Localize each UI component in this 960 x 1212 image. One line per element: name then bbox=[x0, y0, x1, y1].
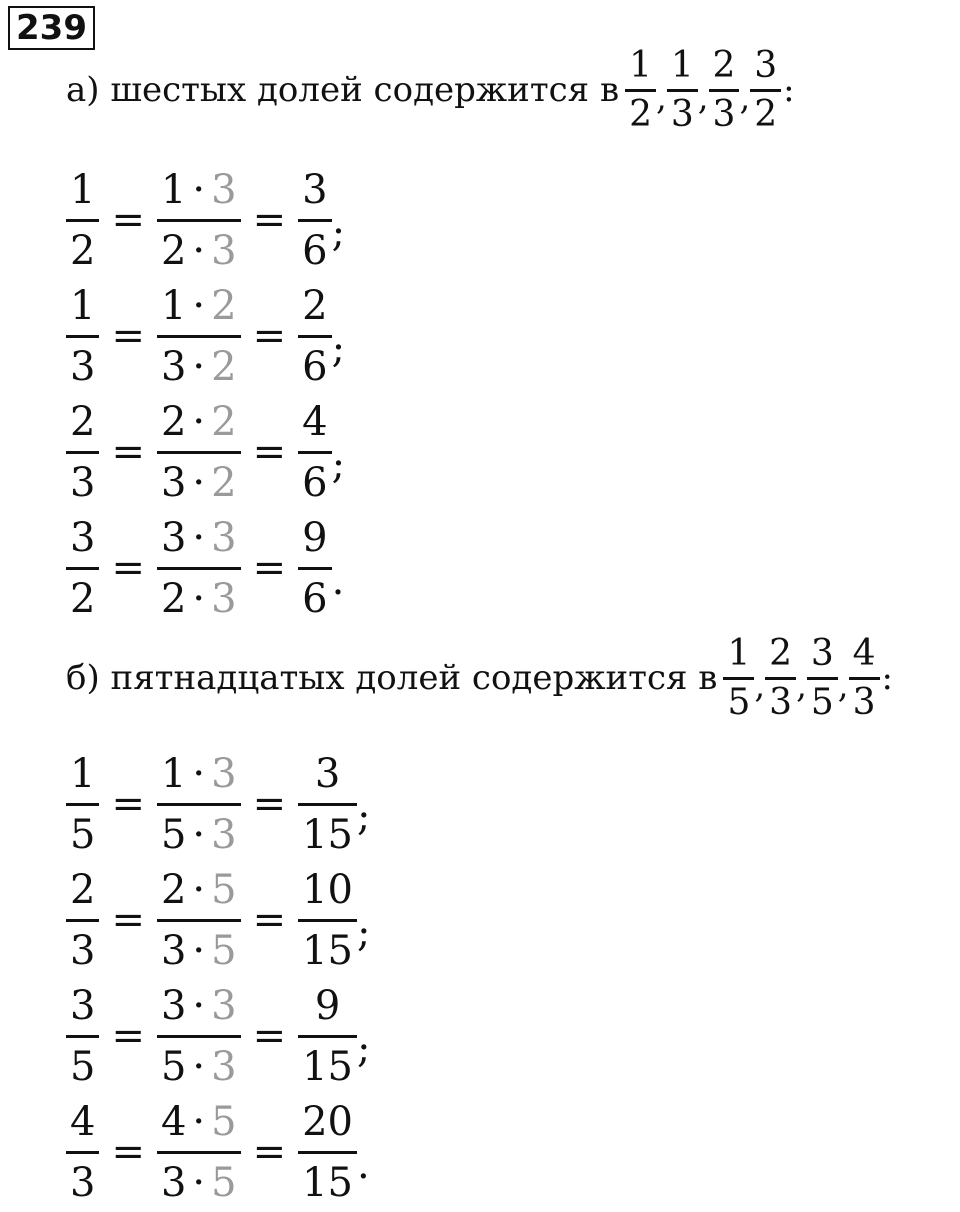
original-fraction-denominator: 2 bbox=[70, 227, 96, 274]
listed-fraction-bar bbox=[709, 89, 740, 92]
listed-fraction-bar bbox=[750, 89, 781, 92]
punctuation: ; bbox=[357, 1026, 371, 1072]
part-a-text: а) шестых долей содержится в bbox=[66, 70, 620, 110]
result-fraction-numerator: 2 bbox=[302, 282, 328, 329]
original-fraction-bar bbox=[66, 219, 99, 222]
equation-row bbox=[66, 508, 344, 628]
result-fraction-bar bbox=[298, 567, 331, 570]
comma: , bbox=[796, 666, 807, 706]
listed-fraction bbox=[723, 632, 754, 725]
listed-fraction bbox=[625, 44, 656, 137]
expanded-fraction-numerator bbox=[157, 163, 241, 217]
expanded-fraction bbox=[157, 1095, 241, 1210]
original-fraction bbox=[66, 1095, 99, 1210]
multiply-sign: · bbox=[192, 866, 206, 913]
colon: : bbox=[881, 658, 893, 698]
expanded-fraction-denominator bbox=[157, 808, 241, 862]
result-fraction-bar bbox=[298, 803, 357, 806]
operand: 3 bbox=[160, 982, 187, 1029]
multiply-sign: · bbox=[192, 282, 206, 329]
equals-sign: = bbox=[111, 897, 145, 943]
result-fraction bbox=[298, 163, 331, 278]
listed-fraction-numerator: 2 bbox=[769, 632, 793, 674]
original-fraction-bar bbox=[66, 1151, 99, 1154]
extension-factor: 3 bbox=[211, 811, 237, 858]
comma: , bbox=[837, 666, 849, 706]
extension-factor: 3 bbox=[211, 1043, 237, 1090]
original-fraction-bar bbox=[66, 335, 99, 338]
equals-sign: = bbox=[111, 313, 145, 359]
expanded-fraction-numerator bbox=[157, 979, 241, 1033]
original-fraction-bar bbox=[66, 567, 99, 570]
multiply-sign: · bbox=[192, 343, 206, 390]
punctuation: . bbox=[357, 1142, 370, 1188]
result-fraction-denominator: 15 bbox=[302, 927, 354, 974]
original-fraction-denominator: 5 bbox=[70, 1043, 96, 1090]
listed-fraction bbox=[709, 44, 740, 137]
result-fraction-denominator: 6 bbox=[302, 575, 328, 622]
listed-fraction-denominator: 2 bbox=[629, 93, 652, 135]
multiply-sign: · bbox=[192, 514, 206, 561]
result-fraction-numerator: 4 bbox=[302, 398, 328, 445]
expanded-fraction-bar bbox=[157, 451, 241, 454]
expanded-fraction bbox=[157, 395, 241, 510]
operand: 3 bbox=[160, 514, 187, 561]
operand: 3 bbox=[160, 343, 187, 390]
extension-factor: 3 bbox=[211, 227, 237, 274]
listed-fraction-bar bbox=[667, 89, 698, 92]
listed-fraction-numerator: 1 bbox=[727, 632, 751, 674]
expanded-fraction-bar bbox=[157, 335, 241, 338]
expanded-fraction-bar bbox=[157, 1151, 241, 1154]
operand: 5 bbox=[160, 1043, 187, 1090]
listed-fraction-numerator: 3 bbox=[810, 632, 834, 674]
result-fraction-numerator: 3 bbox=[314, 750, 341, 797]
original-fraction-denominator: 3 bbox=[70, 343, 96, 390]
operand: 1 bbox=[160, 750, 187, 797]
part-a-statement bbox=[66, 40, 795, 140]
equation-row bbox=[66, 860, 371, 980]
result-fraction-bar bbox=[298, 1151, 357, 1154]
expanded-fraction-bar bbox=[157, 803, 241, 806]
original-fraction bbox=[66, 511, 99, 626]
original-fraction-numerator: 4 bbox=[70, 1098, 96, 1145]
expanded-fraction-bar bbox=[157, 1035, 241, 1038]
listed-fraction-numerator: 1 bbox=[629, 44, 652, 86]
original-fraction-denominator: 2 bbox=[70, 575, 96, 622]
expanded-fraction bbox=[157, 979, 241, 1094]
listed-fraction-numerator: 1 bbox=[670, 44, 694, 86]
multiply-sign: · bbox=[192, 166, 206, 213]
result-fraction bbox=[298, 979, 357, 1094]
equals-sign: = bbox=[111, 197, 145, 243]
extension-factor: 5 bbox=[211, 1159, 237, 1206]
expanded-fraction-numerator bbox=[157, 1095, 241, 1149]
listed-fraction-bar bbox=[807, 677, 838, 680]
result-fraction bbox=[298, 279, 331, 394]
extension-factor: 2 bbox=[211, 459, 237, 506]
expanded-fraction-numerator bbox=[157, 511, 241, 565]
original-fraction bbox=[66, 163, 99, 278]
result-fraction-bar bbox=[298, 451, 331, 454]
equals-sign: = bbox=[252, 545, 287, 591]
result-fraction bbox=[298, 863, 357, 978]
operand: 2 bbox=[160, 227, 187, 274]
listed-fraction-denominator: 3 bbox=[712, 93, 736, 135]
result-fraction bbox=[298, 1095, 357, 1210]
result-fraction-bar bbox=[298, 1035, 357, 1038]
expanded-fraction-denominator bbox=[157, 456, 241, 510]
original-fraction-numerator: 1 bbox=[70, 750, 96, 797]
original-fraction bbox=[66, 979, 99, 1094]
result-fraction bbox=[298, 747, 357, 862]
part-b-text: б) пятнадцатых долей содержится в bbox=[66, 658, 718, 698]
operand: 4 bbox=[160, 1098, 187, 1145]
equals-sign: = bbox=[252, 429, 287, 475]
equals-sign: = bbox=[111, 781, 145, 827]
equals-sign: = bbox=[252, 1129, 287, 1175]
original-fraction-bar bbox=[66, 451, 99, 454]
listed-fraction-bar bbox=[765, 677, 796, 680]
operand: 3 bbox=[160, 459, 187, 506]
original-fraction-bar bbox=[66, 803, 99, 806]
equation-row bbox=[66, 744, 371, 864]
original-fraction-numerator: 3 bbox=[70, 514, 96, 561]
equation-row bbox=[66, 1092, 370, 1212]
punctuation: . bbox=[331, 558, 345, 604]
listed-fraction bbox=[849, 632, 880, 725]
listed-fraction-numerator: 3 bbox=[754, 44, 778, 86]
extension-factor: 3 bbox=[211, 514, 237, 561]
result-fraction bbox=[298, 395, 331, 510]
original-fraction-denominator: 3 bbox=[70, 459, 96, 506]
extension-factor: 2 bbox=[211, 282, 237, 329]
equals-sign: = bbox=[111, 1013, 145, 1059]
operand: 3 bbox=[160, 1159, 187, 1206]
operand: 1 bbox=[160, 166, 187, 213]
multiply-sign: · bbox=[192, 811, 206, 858]
operand: 2 bbox=[160, 866, 187, 913]
extension-factor: 3 bbox=[211, 750, 237, 797]
extension-factor: 2 bbox=[211, 398, 237, 445]
original-fraction-numerator: 2 bbox=[70, 398, 96, 445]
extension-factor: 3 bbox=[211, 166, 237, 213]
listed-fraction-bar bbox=[849, 677, 880, 680]
expanded-fraction bbox=[157, 163, 241, 278]
equals-sign: = bbox=[111, 545, 145, 591]
expanded-fraction bbox=[157, 511, 241, 626]
part-b-statement bbox=[66, 628, 893, 728]
equals-sign: = bbox=[252, 313, 287, 359]
equals-sign: = bbox=[111, 1129, 145, 1175]
result-fraction-denominator: 6 bbox=[302, 343, 328, 390]
problem-number: 239 bbox=[8, 6, 95, 50]
expanded-fraction-denominator bbox=[157, 1156, 241, 1210]
multiply-sign: · bbox=[192, 459, 206, 506]
punctuation: ; bbox=[331, 442, 346, 488]
expanded-fraction-numerator bbox=[157, 747, 241, 801]
extension-factor: 2 bbox=[211, 343, 237, 390]
expanded-fraction-denominator bbox=[157, 224, 241, 278]
operand: 2 bbox=[160, 398, 187, 445]
original-fraction-numerator: 3 bbox=[70, 982, 96, 1029]
listed-fraction-denominator: 3 bbox=[670, 93, 694, 135]
extension-factor: 5 bbox=[211, 866, 237, 913]
result-fraction-denominator: 15 bbox=[302, 1043, 354, 1090]
listed-fraction-bar bbox=[723, 677, 754, 680]
expanded-fraction-bar bbox=[157, 567, 241, 570]
listed-fraction-denominator: 5 bbox=[727, 681, 751, 723]
multiply-sign: · bbox=[192, 227, 206, 274]
equation-row bbox=[66, 276, 345, 396]
listed-fraction-denominator: 3 bbox=[852, 681, 876, 723]
listed-fraction-numerator: 2 bbox=[712, 44, 736, 86]
listed-fraction-denominator: 2 bbox=[754, 93, 778, 135]
listed-fraction bbox=[765, 632, 796, 725]
original-fraction bbox=[66, 279, 99, 394]
listed-fraction-numerator: 4 bbox=[852, 632, 876, 674]
expanded-fraction bbox=[157, 747, 241, 862]
original-fraction-bar bbox=[66, 919, 99, 922]
listed-fraction bbox=[750, 44, 781, 137]
original-fraction bbox=[66, 395, 99, 510]
expanded-fraction-denominator bbox=[157, 924, 241, 978]
multiply-sign: · bbox=[192, 575, 206, 622]
colon: : bbox=[783, 70, 795, 110]
operand: 2 bbox=[160, 575, 187, 622]
result-fraction-denominator: 15 bbox=[302, 1159, 354, 1206]
original-fraction bbox=[66, 747, 99, 862]
multiply-sign: · bbox=[192, 1159, 206, 1206]
result-fraction-numerator: 3 bbox=[302, 166, 328, 213]
expanded-fraction-bar bbox=[157, 219, 241, 222]
result-fraction-denominator: 6 bbox=[302, 227, 328, 274]
original-fraction-denominator: 3 bbox=[70, 927, 96, 974]
extension-factor: 3 bbox=[211, 982, 237, 1029]
comma: , bbox=[754, 666, 766, 706]
expanded-fraction-numerator bbox=[157, 395, 241, 449]
extension-factor: 5 bbox=[211, 927, 237, 974]
multiply-sign: · bbox=[192, 982, 206, 1029]
comma: , bbox=[739, 78, 751, 118]
expanded-fraction-denominator bbox=[157, 340, 241, 394]
extension-factor: 3 bbox=[211, 575, 237, 622]
original-fraction bbox=[66, 863, 99, 978]
multiply-sign: · bbox=[192, 398, 206, 445]
original-fraction-denominator: 3 bbox=[70, 1159, 96, 1206]
punctuation: ; bbox=[331, 210, 346, 256]
result-fraction bbox=[298, 511, 331, 626]
equation-row bbox=[66, 392, 345, 512]
equals-sign: = bbox=[111, 429, 145, 475]
multiply-sign: · bbox=[192, 927, 206, 974]
original-fraction-denominator: 5 bbox=[70, 811, 96, 858]
equals-sign: = bbox=[252, 197, 287, 243]
operand: 3 bbox=[160, 927, 187, 974]
listed-fraction bbox=[807, 632, 838, 725]
multiply-sign: · bbox=[192, 1043, 206, 1090]
punctuation: ; bbox=[331, 326, 346, 372]
expanded-fraction bbox=[157, 863, 241, 978]
punctuation: ; bbox=[357, 794, 371, 840]
expanded-fraction-bar bbox=[157, 919, 241, 922]
extension-factor: 5 bbox=[211, 1098, 237, 1145]
equation-row bbox=[66, 976, 371, 1096]
equation-row bbox=[66, 160, 345, 280]
original-fraction-numerator: 1 bbox=[70, 166, 96, 213]
expanded-fraction-numerator bbox=[157, 863, 241, 917]
equals-sign: = bbox=[252, 781, 287, 827]
result-fraction-bar bbox=[298, 219, 331, 222]
result-fraction-numerator: 10 bbox=[302, 866, 354, 913]
listed-fraction bbox=[667, 44, 698, 137]
result-fraction-bar bbox=[298, 335, 331, 338]
original-fraction-numerator: 1 bbox=[70, 282, 96, 329]
result-fraction-denominator: 6 bbox=[302, 459, 328, 506]
multiply-sign: · bbox=[192, 1098, 206, 1145]
equals-sign: = bbox=[252, 897, 287, 943]
expanded-fraction-denominator bbox=[157, 1040, 241, 1094]
listed-fraction-bar bbox=[625, 89, 656, 92]
result-fraction-numerator: 9 bbox=[302, 514, 328, 561]
punctuation: ; bbox=[357, 910, 371, 956]
multiply-sign: · bbox=[192, 750, 206, 797]
comma: , bbox=[697, 78, 709, 118]
expanded-fraction bbox=[157, 279, 241, 394]
operand: 5 bbox=[160, 811, 187, 858]
expanded-fraction-denominator bbox=[157, 572, 241, 626]
result-fraction-numerator: 9 bbox=[314, 982, 341, 1029]
original-fraction-bar bbox=[66, 1035, 99, 1038]
comma: , bbox=[656, 78, 667, 118]
equals-sign: = bbox=[252, 1013, 287, 1059]
operand: 1 bbox=[160, 282, 187, 329]
listed-fraction-denominator: 5 bbox=[810, 681, 834, 723]
result-fraction-bar bbox=[298, 919, 357, 922]
original-fraction-numerator: 2 bbox=[70, 866, 96, 913]
listed-fraction-denominator: 3 bbox=[769, 681, 793, 723]
result-fraction-denominator: 15 bbox=[302, 811, 354, 858]
result-fraction-numerator: 20 bbox=[302, 1098, 354, 1145]
expanded-fraction-numerator bbox=[157, 279, 241, 333]
